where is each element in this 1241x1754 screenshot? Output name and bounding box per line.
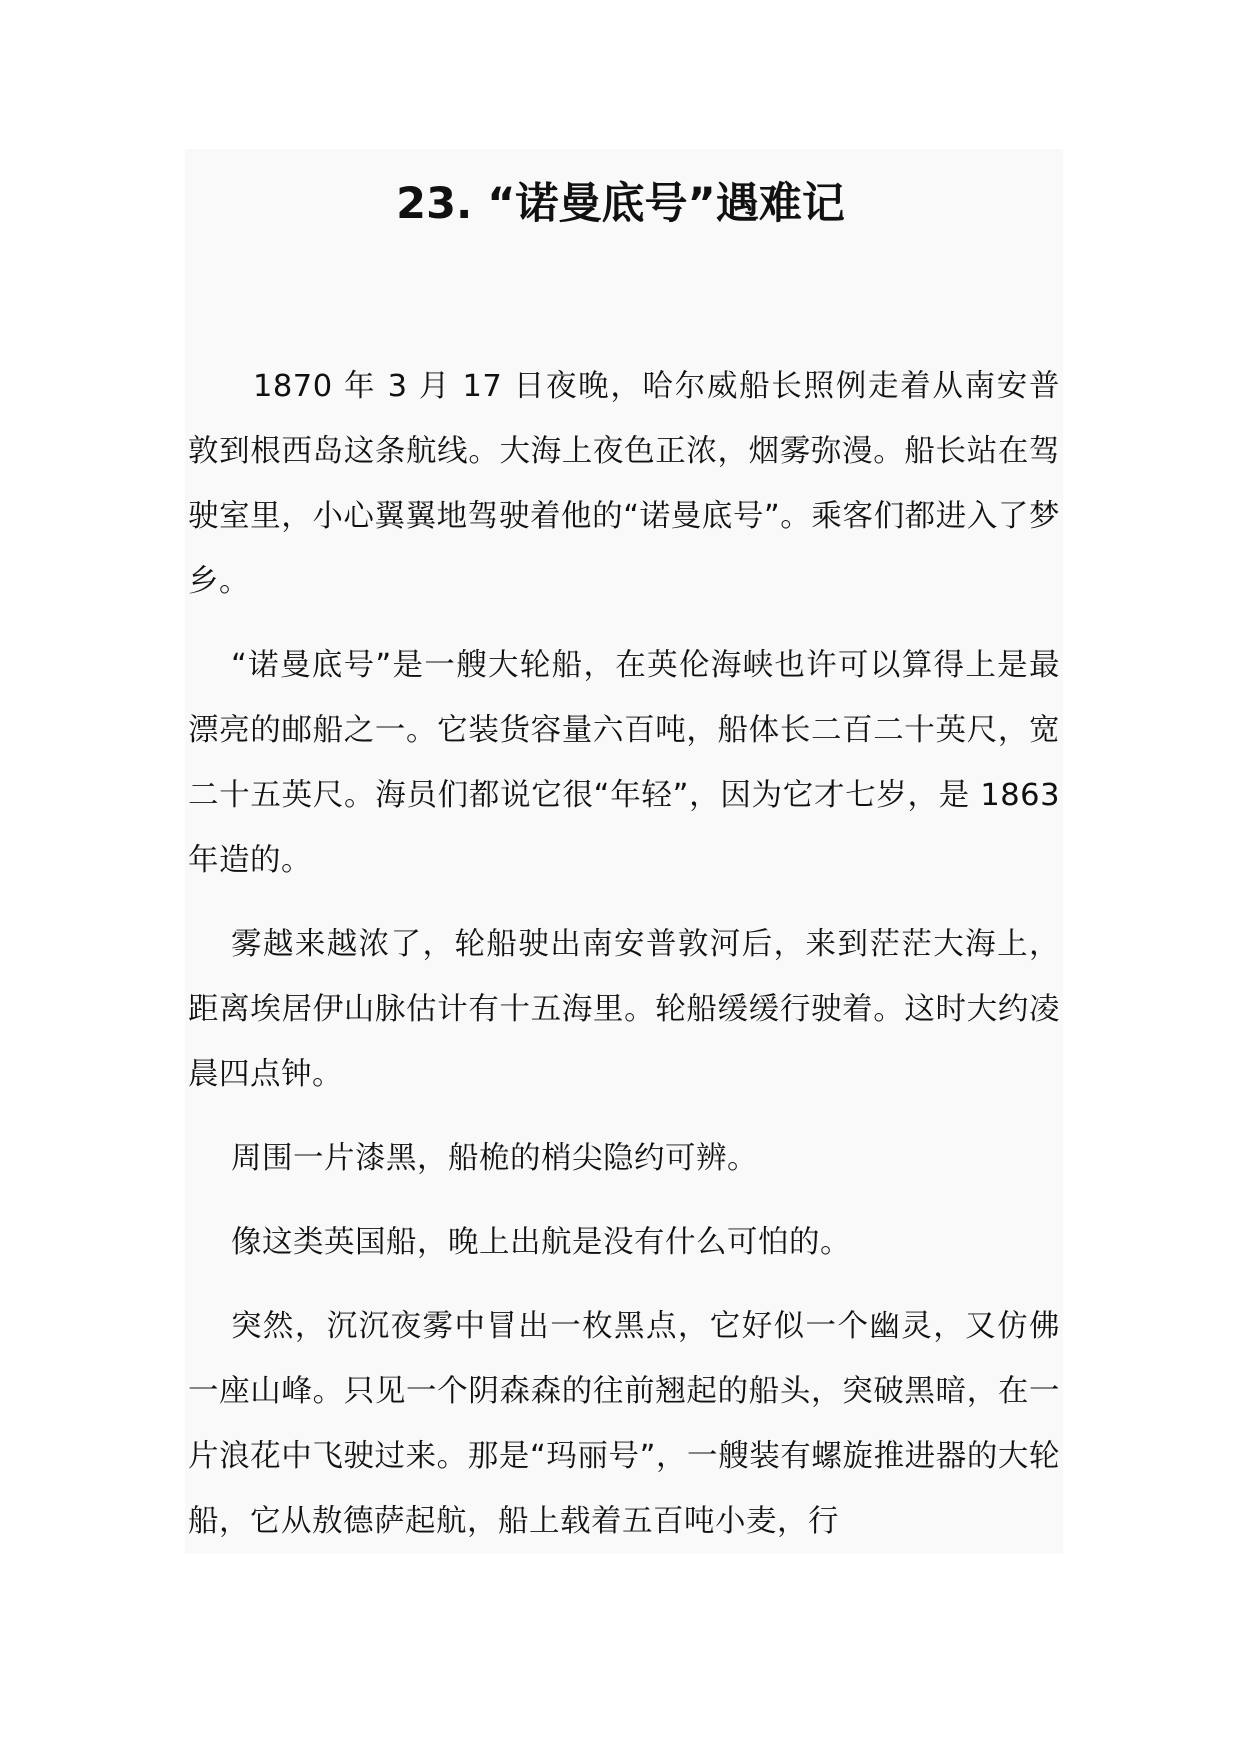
paragraph-5: 像这类英国船，晚上出航是没有什么可怕的。 xyxy=(231,1225,851,1260)
document-title: 23. “诺曼底号”遇难记 xyxy=(396,179,845,229)
paragraph-2: “诺曼底号”是一艘大轮船，在英伦海峡也许可以算得上是最漂亮的邮船之一。它装货容量六百吨，船体长二百二十英尺，宽二十五英尺。海员们都说它很“年轻”，因为它才七岁，是 1863 年造的。 xyxy=(188,648,1060,878)
paragraph-6: 突然，沉沉夜雾中冒出一枚黑点，它好似一个幽灵，又仿佛一座山峰。只见一个阴森森的往前翘起的船头，突破黑暗，在一片浪花中飞驶过来。那是“玛丽号”，一艘装有螺旋推进器的大轮船，它从敖德萨起航，船上载着五百吨小麦，行 xyxy=(188,1309,1060,1539)
paragraph-4: 周围一片漆黑，船桅的梢尖隐约可辨。 xyxy=(231,1141,758,1176)
paragraph-1: 1870 年 3 月 17 日夜晚，哈尔威船长照例走着从南安普敦到根西岛这条航线。大海上夜色正浓，烟雾弥漫。船长站在驾驶室里，小心翼翼地驾驶着他的“诺曼底号”。乘客们都进入了梦乡。 xyxy=(188,369,1060,599)
paragraph-3: 雾越来越浓了，轮船驶出南安普敦河后，来到茫茫大海上，距离埃居伊山脉估计有十五海里。轮船缓缓行驶着。这时大约凌晨四点钟。 xyxy=(188,927,1060,1092)
document-body xyxy=(188,354,1060,1573)
